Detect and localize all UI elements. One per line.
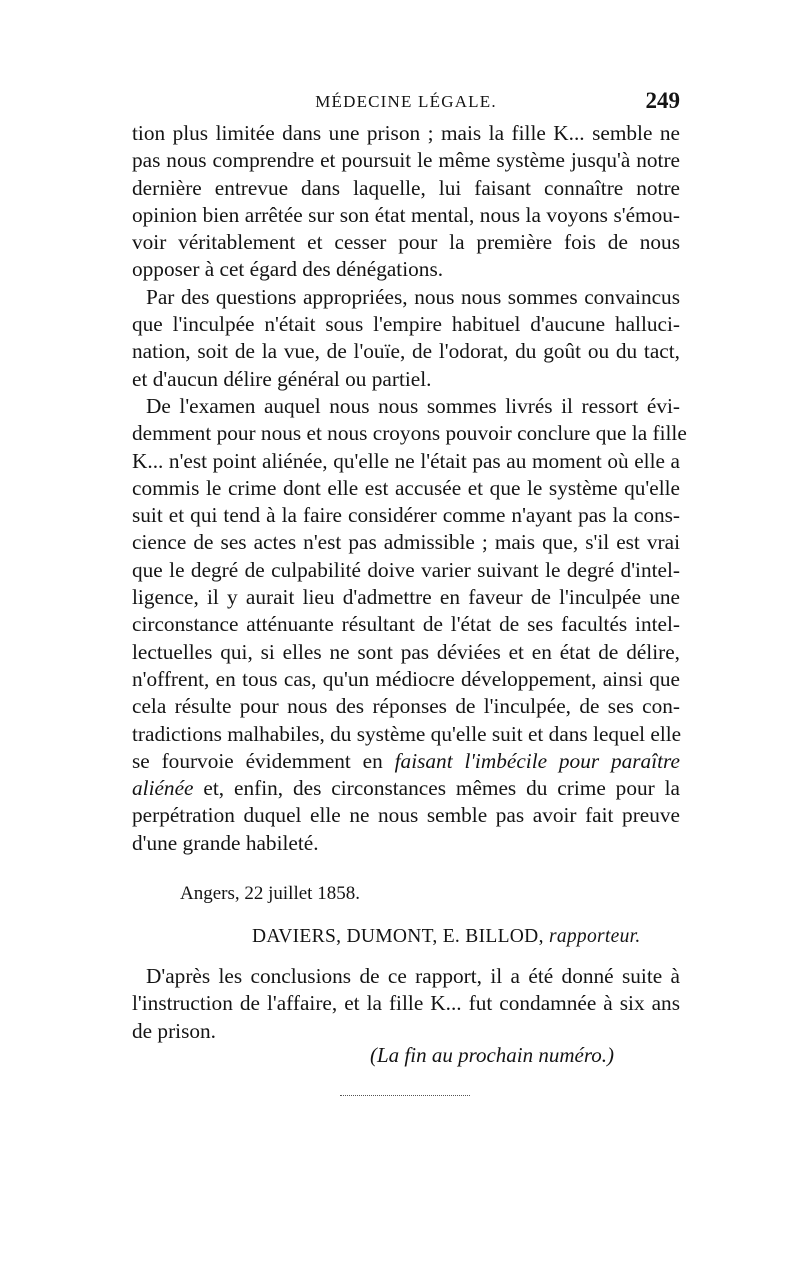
text-line: que le degré de culpabilité doive varier suivant le degré d'intel- [132,557,680,582]
text-line: ligence, il y aurait lieu d'admettre en faveur de l'inculpée une [132,585,680,610]
running-head [132,88,680,118]
signoff-date: Angers, 22 juillet 1858. [180,883,360,904]
body-text [132,120,687,857]
text-line: demment pour nous et nous croyons pouvoir conclure que la fille [132,421,687,446]
text-line: K... n'est point aliénée, qu'elle ne l'était pas au moment où elle a [132,448,680,473]
text-line: nation, soit de la vue, de l'ouïe, de l'odorat, du goût ou du tact, [132,339,680,364]
running-title: MÉDECINE LÉGALE. [315,92,497,111]
end-rule [340,1095,470,1097]
text-line: que l'inculpée n'était sous l'empire habituel d'aucune halluci- [132,312,680,337]
text-line: d'une grande habileté. [132,830,319,855]
signoff-authors [252,926,641,948]
text-run: et, enfin, des circonstances mêmes du crime pour la [193,776,680,801]
text-line: voir véritablement et cesser pour la première fois de nous [132,230,680,255]
text-line: dernière entrevue dans laquelle, lui faisant connaître notre [132,175,680,200]
italic-quote: faisant l'imbécile pour paraître [394,748,680,773]
closing-paragraph [132,963,680,1045]
text-run: se fourvoie évidemment en [132,748,395,773]
text-line: et d'aucun délire général ou partiel. [132,366,432,391]
text-line: n'offrent, en tous cas, qu'un médiocre développement, ainsi que [132,666,680,691]
author-role: rapporteur. [548,926,641,947]
text-line: D'après les conclusions de ce rapport, il a été donné suite à [146,964,680,988]
italic-quote: aliénée [132,776,194,801]
text-line: cela résulte pour nous des réponses de l'inculpée, de ses con- [132,694,680,719]
text-line: perpétration duquel elle ne nous semble pas avoir fait preuve [132,803,680,828]
text-line: Par des questions appropriées, nous nous sommes convaincus [146,284,680,309]
text-line: pas nous comprendre et poursuit le même système jusqu'à notre [132,148,680,173]
continuation-note: (La fin au prochain numéro.) [370,1043,615,1067]
author-names: DAVIERS, DUMONT, E. BILLOD, [252,926,544,947]
text-line: l'instruction de l'affaire, et la fille K... fut condamnée à six ans [132,991,680,1016]
text-line: lectuelles qui, si elles ne sont pas déviées et en état de délire, [132,639,680,664]
text-line: circonstance atténuante résultant de l'état de ses facultés intel- [132,612,680,637]
text-line-mixed [132,775,680,802]
text-line: cience de ses actes n'est pas admissible ; mais que, s'il est vrai [132,530,680,555]
text-line: opinion bien arrêtée sur son état mental, nous la voyons s'émou- [132,202,680,227]
text-line-mixed [132,748,680,775]
text-line: de prison. [132,1018,216,1043]
page-number: 249 [645,88,680,113]
text-line: commis le crime dont elle est accusée et que le système qu'elle [132,475,680,500]
text-line: opposer à cet égard des dénégations. [132,257,444,282]
text-line: tion plus limitée dans une prison ; mais la fille K... semble ne [132,121,680,145]
text-line: De l'examen auquel nous nous sommes livrés il ressort évi- [146,393,680,418]
text-line: suit et qui tend à la faire considérer comme n'ayant pas la cons- [132,503,680,528]
text-line: tradictions malhabiles, du système qu'elle suit et dans lequel elle [132,721,682,746]
